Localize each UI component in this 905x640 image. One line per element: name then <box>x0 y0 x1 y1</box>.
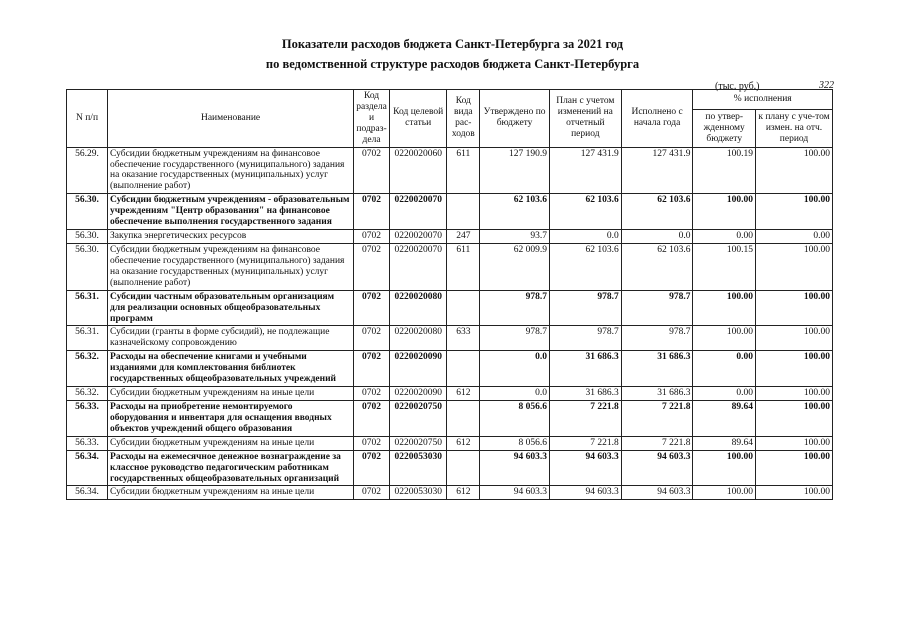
cell-target: 0220020750 <box>389 400 446 436</box>
header-section: Код раздела и подраз-дела <box>354 90 390 148</box>
table-row <box>67 400 833 436</box>
header-pct-plan: к плану с уче-том измен. на отч. период <box>756 109 833 147</box>
cell-target: 0220020070 <box>389 243 446 290</box>
cell-approved: 127 190.9 <box>480 147 550 194</box>
table-row <box>67 230 833 244</box>
cell-approved: 978.7 <box>480 290 550 326</box>
cell-pct-approved: 100.00 <box>693 486 756 500</box>
cell-approved: 62 103.6 <box>480 194 550 230</box>
header-num: N п/п <box>67 90 108 148</box>
cell-pct-plan: 100.00 <box>756 326 833 351</box>
cell-num: 56.29. <box>67 147 108 194</box>
cell-pct-approved: 100.00 <box>693 194 756 230</box>
cell-pct-plan: 100.00 <box>756 290 833 326</box>
table-row <box>67 351 833 387</box>
page-number: 322 <box>819 80 834 91</box>
table-row <box>67 290 833 326</box>
cell-executed: 978.7 <box>621 290 693 326</box>
cell-target: 0220020070 <box>389 230 446 244</box>
cell-num: 56.32. <box>67 351 108 387</box>
cell-num: 56.33. <box>67 436 108 450</box>
cell-executed: 127 431.9 <box>621 147 693 194</box>
cell-num: 56.30. <box>67 230 108 244</box>
table-row <box>67 243 833 290</box>
cell-name: Субсидии бюджетным учреждениям - образовательным учреждениям "Центр образования" на финансовое обеспечение выполнения государственного задания <box>108 194 354 230</box>
units-label: (тыс. руб.) <box>715 81 760 92</box>
cell-name: Расходы на приобретение немонтируемого оборудования и инвентаря для оснащения вводных объектов учреждений общего образования <box>108 400 354 436</box>
cell-approved: 0.0 <box>480 351 550 387</box>
cell-plan: 31 686.3 <box>549 351 621 387</box>
cell-section: 0702 <box>354 400 390 436</box>
cell-approved: 8 056.6 <box>480 400 550 436</box>
cell-approved: 62 009.9 <box>480 243 550 290</box>
header-name: Наименование <box>108 90 354 148</box>
header-plan: План с учетом изменений на отчетный период <box>549 90 621 148</box>
cell-executed: 0.0 <box>621 230 693 244</box>
cell-pct-plan: 100.00 <box>756 486 833 500</box>
table-row <box>67 436 833 450</box>
report-subtitle: по ведомственной структуре расходов бюджета Санкт-Петербурга <box>265 57 640 71</box>
cell-plan: 94 603.3 <box>549 450 621 486</box>
cell-executed: 31 686.3 <box>621 351 693 387</box>
cell-expense <box>447 450 480 486</box>
cell-pct-approved: 89.64 <box>693 400 756 436</box>
cell-executed: 62 103.6 <box>621 243 693 290</box>
table-row <box>67 387 833 401</box>
cell-approved: 94 603.3 <box>480 450 550 486</box>
cell-expense: 247 <box>447 230 480 244</box>
cell-expense: 612 <box>447 486 480 500</box>
table-body <box>67 147 833 500</box>
cell-plan: 7 221.8 <box>549 400 621 436</box>
cell-executed: 94 603.3 <box>621 450 693 486</box>
cell-pct-plan: 100.00 <box>756 243 833 290</box>
cell-section: 0702 <box>354 436 390 450</box>
cell-target: 0220020090 <box>389 387 446 401</box>
cell-name: Субсидии бюджетным учреждениям на иные цели <box>108 486 354 500</box>
cell-target: 0220020060 <box>389 147 446 194</box>
cell-num: 56.31. <box>67 326 108 351</box>
cell-pct-plan: 100.00 <box>756 436 833 450</box>
cell-expense: 612 <box>447 387 480 401</box>
cell-num: 56.34. <box>67 450 108 486</box>
cell-plan: 978.7 <box>549 290 621 326</box>
cell-pct-approved: 0.00 <box>693 351 756 387</box>
cell-name: Субсидии (гранты в форме субсидий), не подлежащие казначейскому сопровождению <box>108 326 354 351</box>
cell-pct-plan: 0.00 <box>756 230 833 244</box>
cell-name: Закупка энергетических ресурсов <box>108 230 354 244</box>
cell-pct-plan: 100.00 <box>756 450 833 486</box>
cell-pct-approved: 100.00 <box>693 290 756 326</box>
cell-name: Субсидии бюджетным учреждениям на иные цели <box>108 436 354 450</box>
cell-target: 0220020090 <box>389 351 446 387</box>
header-pct-group: % исполнения <box>693 90 833 110</box>
cell-executed: 7 221.8 <box>621 436 693 450</box>
table-row <box>67 147 833 194</box>
cell-name: Субсидии бюджетным учреждениям на иные цели <box>108 387 354 401</box>
cell-executed: 62 103.6 <box>621 194 693 230</box>
report-title: Показатели расходов бюджета Санкт-Петербурга за 2021 год <box>281 37 624 51</box>
cell-expense <box>447 194 480 230</box>
cell-target: 0220020080 <box>389 326 446 351</box>
cell-num: 56.32. <box>67 387 108 401</box>
cell-section: 0702 <box>354 290 390 326</box>
cell-expense: 612 <box>447 436 480 450</box>
cell-section: 0702 <box>354 243 390 290</box>
cell-plan: 62 103.6 <box>549 243 621 290</box>
cell-section: 0702 <box>354 326 390 351</box>
cell-num: 56.30. <box>67 194 108 230</box>
cell-section: 0702 <box>354 147 390 194</box>
cell-section: 0702 <box>354 387 390 401</box>
header-pct-approved: по утвер-жденному бюджету <box>693 109 756 147</box>
cell-target: 0220020080 <box>389 290 446 326</box>
cell-section: 0702 <box>354 194 390 230</box>
cell-executed: 31 686.3 <box>621 387 693 401</box>
cell-expense <box>447 351 480 387</box>
cell-section: 0702 <box>354 450 390 486</box>
header-executed: Исполнено с начала года <box>621 90 693 148</box>
cell-num: 56.30. <box>67 243 108 290</box>
cell-num: 56.31. <box>67 290 108 326</box>
cell-plan: 127 431.9 <box>549 147 621 194</box>
table-row <box>67 326 833 351</box>
cell-plan: 0.0 <box>549 230 621 244</box>
cell-plan: 31 686.3 <box>549 387 621 401</box>
cell-plan: 978.7 <box>549 326 621 351</box>
cell-approved: 0.0 <box>480 387 550 401</box>
cell-pct-approved: 100.00 <box>693 326 756 351</box>
cell-target: 0220053030 <box>389 486 446 500</box>
cell-executed: 7 221.8 <box>621 400 693 436</box>
cell-pct-plan: 100.00 <box>756 147 833 194</box>
cell-section: 0702 <box>354 486 390 500</box>
cell-name: Субсидии бюджетным учреждениям на финансовое обеспечение государственного (муниципального) задания на оказание государственных (муниципальных) услуг (выполнение работ) <box>108 147 354 194</box>
cell-name: Расходы на обеспечение книгами и учебными изданиями для комплектования библиотек государственных общеобразовательных учреждений <box>108 351 354 387</box>
cell-pct-approved: 0.00 <box>693 387 756 401</box>
header-expense: Код вида рас-ходов <box>447 90 480 148</box>
table-row <box>67 194 833 230</box>
cell-approved: 93.7 <box>480 230 550 244</box>
header-approved: Утверждено по бюджету <box>480 90 550 148</box>
cell-pct-plan: 100.00 <box>756 387 833 401</box>
cell-expense: 633 <box>447 326 480 351</box>
cell-section: 0702 <box>354 351 390 387</box>
cell-target: 0220020750 <box>389 436 446 450</box>
cell-pct-plan: 100.00 <box>756 400 833 436</box>
cell-executed: 978.7 <box>621 326 693 351</box>
cell-approved: 978.7 <box>480 326 550 351</box>
table-row <box>67 450 833 486</box>
cell-approved: 94 603.3 <box>480 486 550 500</box>
cell-expense <box>447 400 480 436</box>
cell-plan: 62 103.6 <box>549 194 621 230</box>
cell-plan: 7 221.8 <box>549 436 621 450</box>
cell-expense: 611 <box>447 147 480 194</box>
cell-section: 0702 <box>354 230 390 244</box>
cell-pct-approved: 0.00 <box>693 230 756 244</box>
cell-name: Субсидии бюджетным учреждениям на финансовое обеспечение государственного (муниципального) задания на оказание государственных (муниципальных) услуг (выполнение работ) <box>108 243 354 290</box>
cell-pct-approved: 100.15 <box>693 243 756 290</box>
cell-plan: 94 603.3 <box>549 486 621 500</box>
cell-name: Расходы на ежемесячное денежное вознаграждение за классное руководство педагогическим работникам государственных общеобразовательных организаций <box>108 450 354 486</box>
cell-pct-approved: 89.64 <box>693 436 756 450</box>
cell-target: 0220053030 <box>389 450 446 486</box>
cell-pct-plan: 100.00 <box>756 351 833 387</box>
table-row <box>67 486 833 500</box>
cell-expense <box>447 290 480 326</box>
cell-num: 56.33. <box>67 400 108 436</box>
cell-target: 0220020070 <box>389 194 446 230</box>
cell-expense: 611 <box>447 243 480 290</box>
cell-name: Субсидии частным образовательным организациям для реализации основных общеобразовательных программ <box>108 290 354 326</box>
cell-executed: 94 603.3 <box>621 486 693 500</box>
cell-pct-approved: 100.19 <box>693 147 756 194</box>
budget-table <box>66 89 833 500</box>
cell-pct-plan: 100.00 <box>756 194 833 230</box>
cell-pct-approved: 100.00 <box>693 450 756 486</box>
header-target: Код целевой статьи <box>389 90 446 148</box>
cell-approved: 8 056.6 <box>480 436 550 450</box>
cell-num: 56.34. <box>67 486 108 500</box>
